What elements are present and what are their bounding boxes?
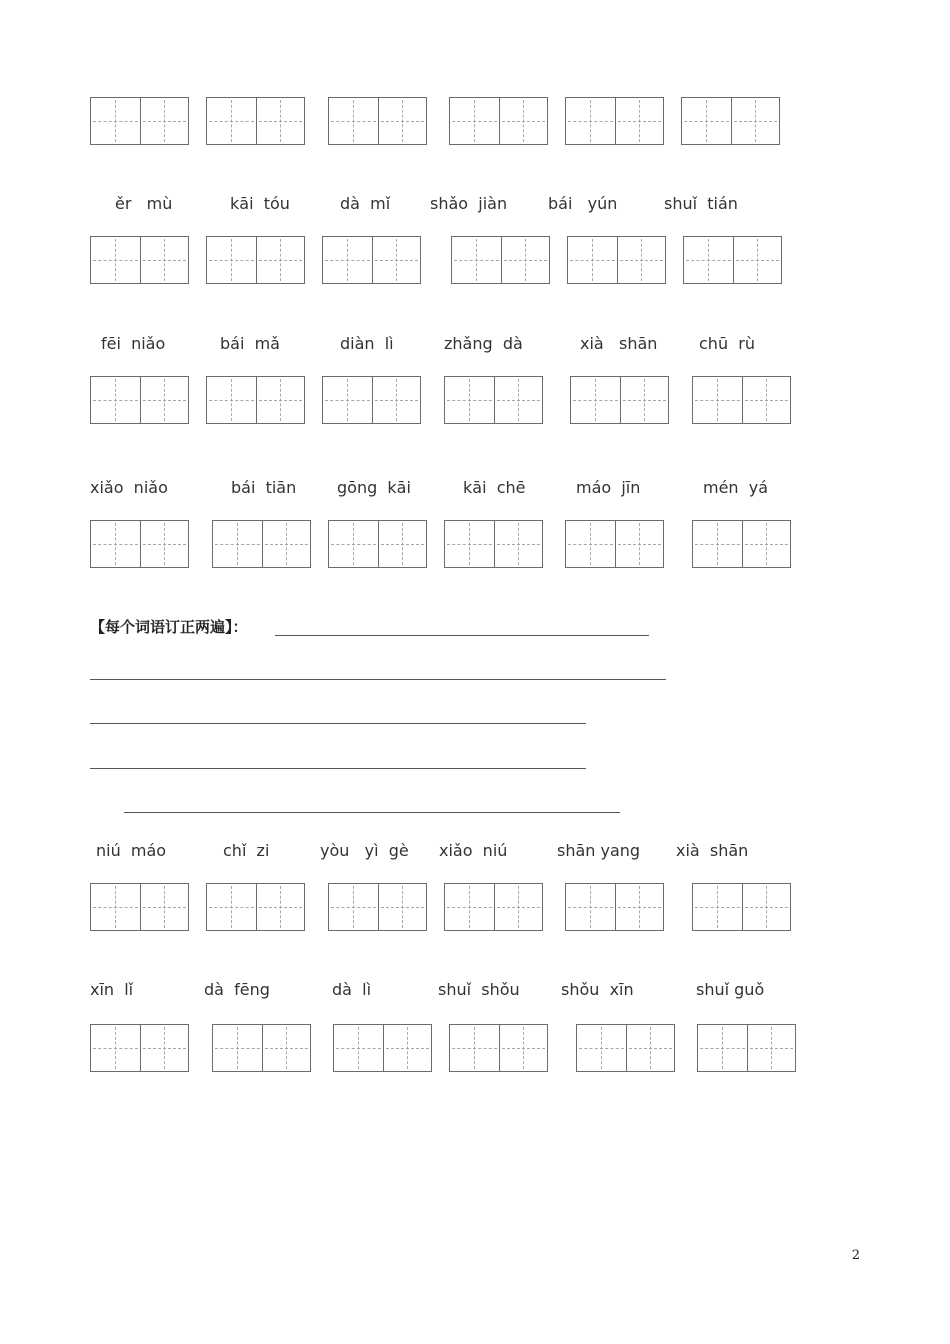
pinyin-label: chǐ zi <box>223 841 270 860</box>
tianzige-box <box>683 236 782 284</box>
writing-cell[interactable] <box>378 98 427 144</box>
tianzige-box <box>90 376 189 424</box>
tianzige-box <box>565 520 664 568</box>
writing-cell[interactable] <box>452 237 501 283</box>
writing-cell[interactable] <box>140 237 189 283</box>
pinyin-label: shuǐ shǒu <box>438 980 520 999</box>
writing-cell[interactable] <box>682 98 731 144</box>
writing-cell[interactable] <box>262 521 311 567</box>
pinyin-label: zhǎng dà <box>444 334 523 353</box>
tianzige-box <box>206 376 305 424</box>
writing-cell[interactable] <box>450 98 499 144</box>
writing-cell[interactable] <box>378 521 427 567</box>
writing-cell[interactable] <box>372 377 421 423</box>
tianzige-box <box>692 883 791 931</box>
tianzige-box <box>692 520 791 568</box>
pinyin-label: shǒu xīn <box>561 980 634 999</box>
writing-cell[interactable] <box>207 377 256 423</box>
writing-cell[interactable] <box>499 1025 548 1071</box>
page-number: 2 <box>851 1248 860 1263</box>
writing-cell[interactable] <box>566 521 615 567</box>
writing-cell[interactable] <box>568 237 617 283</box>
writing-cell[interactable] <box>329 884 378 930</box>
answer-line[interactable] <box>124 812 620 813</box>
tianzige-box <box>206 883 305 931</box>
writing-cell[interactable] <box>698 1025 747 1071</box>
answer-line[interactable] <box>275 635 649 636</box>
writing-cell[interactable] <box>323 377 372 423</box>
writing-cell[interactable] <box>577 1025 626 1071</box>
writing-cell[interactable] <box>329 98 378 144</box>
writing-cell[interactable] <box>378 884 427 930</box>
tianzige-box <box>322 376 421 424</box>
writing-cell[interactable] <box>742 377 791 423</box>
pinyin-label: xià shān <box>676 841 749 860</box>
writing-cell[interactable] <box>383 1025 432 1071</box>
pinyin-label: fēi niǎo <box>101 334 166 353</box>
answer-line[interactable] <box>90 679 666 680</box>
pinyin-label: bái mǎ <box>220 334 280 353</box>
writing-cell[interactable] <box>140 884 189 930</box>
writing-cell[interactable] <box>571 377 620 423</box>
tianzige-box <box>90 883 189 931</box>
writing-cell[interactable] <box>91 98 140 144</box>
writing-cell[interactable] <box>91 884 140 930</box>
writing-cell[interactable] <box>747 1025 796 1071</box>
tianzige-box <box>322 236 421 284</box>
writing-cell[interactable] <box>566 98 615 144</box>
tianzige-box <box>90 97 189 145</box>
tianzige-box <box>576 1024 675 1072</box>
writing-cell[interactable] <box>256 377 305 423</box>
writing-cell[interactable] <box>494 521 543 567</box>
writing-cell[interactable] <box>323 237 372 283</box>
tianzige-box <box>206 97 305 145</box>
writing-cell[interactable] <box>91 1025 140 1071</box>
tianzige-box <box>90 1024 189 1072</box>
writing-cell[interactable] <box>91 521 140 567</box>
writing-cell[interactable] <box>617 237 666 283</box>
tianzige-box <box>567 236 666 284</box>
writing-cell[interactable] <box>693 377 742 423</box>
tianzige-box <box>444 376 543 424</box>
writing-cell[interactable] <box>450 1025 499 1071</box>
writing-cell[interactable] <box>494 884 543 930</box>
pinyin-label: xīn lǐ <box>90 980 134 999</box>
pinyin-label: chū rù <box>699 334 755 353</box>
pinyin-label: máo jīn <box>576 478 641 497</box>
writing-cell[interactable] <box>207 237 256 283</box>
pinyin-label: diàn lì <box>340 334 394 353</box>
writing-cell[interactable] <box>693 884 742 930</box>
pinyin-label: dà fēng <box>204 980 270 999</box>
pinyin-label: bái yún <box>548 194 618 213</box>
tianzige-box <box>449 1024 548 1072</box>
writing-cell[interactable] <box>213 521 262 567</box>
pinyin-label: ěr mù <box>115 194 173 213</box>
writing-cell[interactable] <box>566 884 615 930</box>
tianzige-box <box>681 97 780 145</box>
pinyin-label: shān yang <box>557 841 641 860</box>
tianzige-box <box>328 520 427 568</box>
pinyin-label: bái tiān <box>231 478 297 497</box>
pinyin-label: kāi tóu <box>230 194 290 213</box>
writing-cell[interactable] <box>91 377 140 423</box>
writing-cell[interactable] <box>445 521 494 567</box>
writing-cell[interactable] <box>693 521 742 567</box>
writing-cell[interactable] <box>501 237 550 283</box>
writing-cell[interactable] <box>213 1025 262 1071</box>
pinyin-label: kāi chē <box>463 478 526 497</box>
tianzige-box <box>206 236 305 284</box>
writing-cell[interactable] <box>499 98 548 144</box>
tianzige-box <box>444 520 543 568</box>
tianzige-box <box>697 1024 796 1072</box>
correction-instruction: 【每个词语订正两遍】： <box>90 618 248 636</box>
pinyin-label: shuǐ tián <box>664 194 738 213</box>
writing-cell[interactable] <box>742 521 791 567</box>
pinyin-label: xiǎo niú <box>439 841 508 860</box>
writing-cell[interactable] <box>140 1025 189 1071</box>
writing-cell[interactable] <box>615 884 664 930</box>
writing-cell[interactable] <box>207 884 256 930</box>
tianzige-box <box>565 97 664 145</box>
pinyin-label: niú máo <box>96 841 167 860</box>
pinyin-label: shuǐ guǒ <box>696 980 765 999</box>
writing-cell[interactable] <box>445 377 494 423</box>
writing-cell[interactable] <box>329 521 378 567</box>
writing-cell[interactable] <box>91 237 140 283</box>
writing-cell[interactable] <box>615 521 664 567</box>
pinyin-label: xiǎo niǎo <box>90 478 168 497</box>
tianzige-box <box>333 1024 432 1072</box>
writing-cell[interactable] <box>445 884 494 930</box>
writing-cell[interactable] <box>620 377 669 423</box>
writing-cell[interactable] <box>256 98 305 144</box>
pinyin-label: dà lì <box>332 980 372 999</box>
writing-cell[interactable] <box>733 237 782 283</box>
pinyin-label: shǎo jiàn <box>430 194 508 213</box>
tianzige-box <box>212 1024 311 1072</box>
tianzige-box <box>692 376 791 424</box>
writing-cell[interactable] <box>207 98 256 144</box>
tianzige-box <box>328 97 427 145</box>
pinyin-label: xià shān <box>580 334 658 353</box>
pinyin-label: gōng kāi <box>337 478 411 497</box>
writing-cell[interactable] <box>742 884 791 930</box>
answer-line[interactable] <box>90 723 586 724</box>
answer-line[interactable] <box>90 768 586 769</box>
tianzige-box <box>328 883 427 931</box>
pinyin-label: dà mǐ <box>340 194 391 213</box>
writing-cell[interactable] <box>684 237 733 283</box>
tianzige-box <box>90 520 189 568</box>
tianzige-box <box>90 236 189 284</box>
tianzige-box <box>449 97 548 145</box>
tianzige-box <box>451 236 550 284</box>
writing-cell[interactable] <box>494 377 543 423</box>
pinyin-label: mén yá <box>703 478 769 497</box>
tianzige-box <box>212 520 311 568</box>
tianzige-box <box>570 376 669 424</box>
pinyin-label: yòu yì gè <box>320 841 409 860</box>
writing-cell[interactable] <box>731 98 780 144</box>
writing-cell[interactable] <box>262 1025 311 1071</box>
tianzige-box <box>565 883 664 931</box>
writing-cell[interactable] <box>256 884 305 930</box>
writing-cell[interactable] <box>256 237 305 283</box>
writing-cell[interactable] <box>140 98 189 144</box>
writing-cell[interactable] <box>615 98 664 144</box>
writing-cell[interactable] <box>140 377 189 423</box>
tianzige-box <box>444 883 543 931</box>
writing-cell[interactable] <box>626 1025 675 1071</box>
writing-cell[interactable] <box>372 237 421 283</box>
writing-cell[interactable] <box>334 1025 383 1071</box>
writing-cell[interactable] <box>140 521 189 567</box>
